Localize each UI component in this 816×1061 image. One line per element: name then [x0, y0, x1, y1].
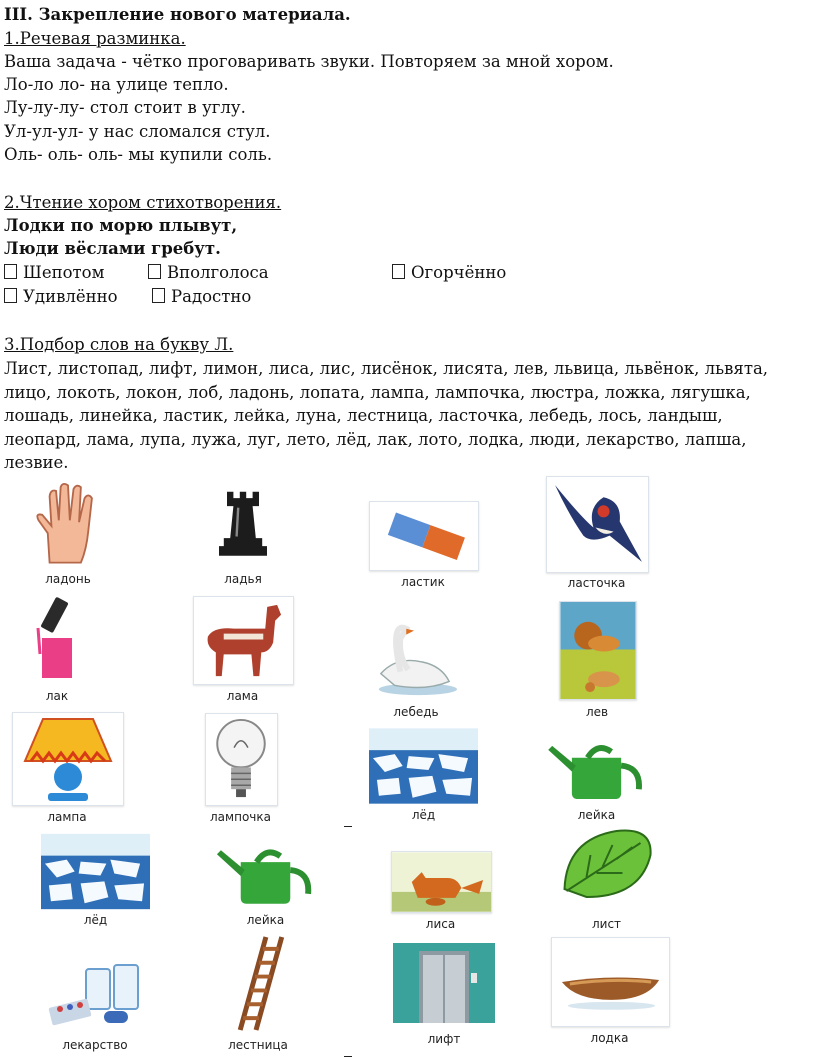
palm-icon — [22, 478, 114, 570]
eraser-icon — [369, 501, 479, 571]
chess-rook-icon — [203, 478, 283, 563]
watering-can-icon — [211, 842, 320, 908]
picture-label: лодка — [590, 1031, 629, 1045]
warmup-line: Ваша задача - чётко проговаривать звуки. Повторяем за мной хором. — [4, 52, 614, 71]
picture-label: лампа — [47, 810, 87, 824]
light-bulb-icon — [205, 713, 278, 806]
picture-label: лифт — [427, 1032, 461, 1046]
option-whisper[interactable]: Шепотом — [4, 261, 104, 285]
warmup-heading: 1.Речевая разминка. — [4, 29, 186, 48]
fox-icon — [391, 851, 492, 913]
boat-icon — [551, 937, 670, 1027]
checkbox-icon[interactable] — [392, 264, 405, 279]
picture-label: ладья — [224, 572, 262, 586]
ice-icon — [41, 833, 150, 910]
checkbox-icon[interactable] — [4, 264, 17, 279]
picture-label: ластик — [401, 575, 445, 589]
picture-label: лейка — [246, 913, 285, 927]
option-half-voice[interactable]: Вполголоса — [148, 261, 269, 285]
checkbox-icon[interactable] — [4, 288, 17, 303]
nail-polish-icon — [26, 594, 88, 684]
llama-icon — [193, 596, 294, 685]
picture-label: лекарство — [62, 1038, 128, 1052]
option-surprised[interactable]: Удивлённо — [4, 285, 118, 309]
poem-line: Лодки по морю плывут, — [4, 216, 238, 235]
picture-label: лист — [591, 917, 622, 931]
page-dash — [344, 1056, 352, 1057]
picture-label: лёд — [411, 808, 436, 822]
picture-label: лейка — [577, 808, 616, 822]
warmup-line: Ул-ул-ул- у нас сломался стул. — [4, 122, 271, 141]
picture-label: лиса — [425, 917, 456, 931]
leaf-icon — [556, 825, 657, 905]
picture-label: лебедь — [393, 705, 439, 719]
checkbox-icon[interactable] — [152, 288, 165, 303]
picture-label: лак — [45, 689, 69, 703]
lion-icon — [559, 601, 637, 700]
elevator-icon — [393, 943, 495, 1023]
option-joyful[interactable]: Радостно — [152, 285, 251, 309]
checkbox-icon[interactable] — [148, 264, 161, 279]
picture-label: ласточка — [567, 576, 626, 590]
picture-label: лестница — [228, 1038, 288, 1052]
words-list: Лист, листопад, лифт, лимон, лиса, лис, лисёнок, лисята, лев, львица, львёнок, львята, лицо, локоть, локон, лоб, ладонь, лопата, лампа, лампочка, люстра, ложка, лягушка, лошадь, линейка, ластик, лейка, луна, лестница, ласточка, лебедь, лось, ландыш, леопард, лама, лупа, лужа, луг, лето, лёд, лак, лото, лодка, люди, лекарство, лапша, лезвие. — [4, 359, 769, 472]
swan-icon — [367, 617, 465, 699]
medicine-icon — [42, 959, 148, 1033]
words-heading: 3.Подбор слов на букву Л. — [4, 335, 234, 354]
page-dash — [344, 826, 352, 827]
reading-heading: 2.Чтение хором стихотворения. — [4, 193, 282, 212]
warmup-line: Оль- оль- оль- мы купили соль. — [4, 145, 273, 164]
swallow-icon — [546, 476, 649, 573]
picture-label: лама — [226, 689, 259, 703]
watering-can-icon — [542, 738, 651, 803]
warmup-line: Лу-лу-лу- стол стоит в углу. — [4, 98, 246, 117]
lamp-icon — [12, 712, 124, 806]
ice-icon — [369, 728, 478, 804]
option-sad[interactable]: Огорчённо — [392, 261, 506, 285]
ladder-icon — [226, 935, 290, 1032]
picture-label: лев — [585, 705, 609, 719]
picture-label: ладонь — [45, 572, 91, 586]
section-title: III. Закрепление нового материала. — [4, 5, 351, 24]
warmup-line: Ло-ло ло- на улице тепло. — [4, 75, 229, 94]
poem-line: Люди вёслами гребут. — [4, 239, 221, 258]
picture-label: лампочка — [210, 810, 271, 824]
picture-label: лёд — [83, 913, 108, 927]
